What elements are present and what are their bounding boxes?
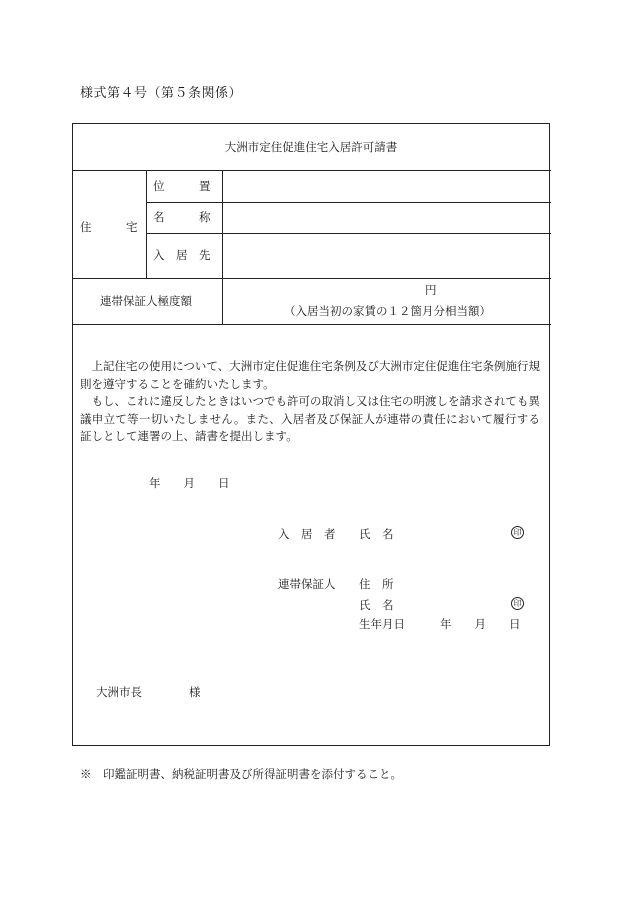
divider (222, 170, 223, 278)
seal-icon: 印 (511, 526, 524, 539)
yen-unit: 円 (425, 283, 437, 297)
divider (73, 170, 551, 171)
submission-date[interactable]: 年 月 日 (149, 476, 230, 490)
addressee-title: 大洲市長 (96, 685, 142, 699)
divider (146, 170, 147, 278)
pledge-paragraph: もし、これに違反したときはいつでも許可の取消し又は住宅の明渡しを請求されても異議申立て等一切いたしません。また、入居者及び保証人が連帯の責任において履行する証しとして連署の上、請書を提出します。 (80, 394, 540, 443)
guarantor-address-label: 住 所 (359, 577, 394, 591)
housing-label: 住 宅 (80, 220, 138, 234)
attachment-note: ※ 印鑑証明書、納税証明書及び所得証明書を添付すること。 (80, 767, 402, 781)
form-title: 大洲市定住促進住宅入居許可請書 (224, 140, 398, 154)
divider (146, 233, 551, 234)
seal-icon: 印 (511, 597, 524, 610)
divider (222, 278, 223, 324)
addressee-honorific: 様 (189, 685, 201, 699)
guarantor-birthdate-label: 生年月日 (359, 617, 405, 631)
guarantor-role: 連帯保証人 (278, 577, 336, 591)
guarantee-limit-label: 連帯保証人極度額 (100, 294, 192, 308)
guarantee-limit-note: （入居当初の家賃の１２箇月分相当額） (284, 304, 491, 318)
guarantor-birthdate-field[interactable]: 年 月 日 (440, 617, 521, 631)
location-label: 位 置 (153, 179, 211, 193)
tenant-name-label: 氏 名 (359, 527, 394, 541)
form-number: 様式第４号（第５条関係） (80, 86, 243, 101)
pledge-paragraph: 上記住宅の使用について、大洲市定住促進住宅条例及び大洲市定住促進住宅条例施行規則を遵守することを確約いたします。 (80, 359, 540, 391)
name-label: 名 称 (153, 210, 211, 224)
tenant-role: 入 居 者 (278, 527, 336, 541)
divider (146, 202, 551, 203)
divider (73, 278, 551, 279)
unit-label: 入 居 先 (153, 248, 211, 262)
pledge-text (80, 358, 540, 446)
divider (73, 324, 551, 325)
guarantor-name-label: 氏 名 (359, 598, 394, 612)
